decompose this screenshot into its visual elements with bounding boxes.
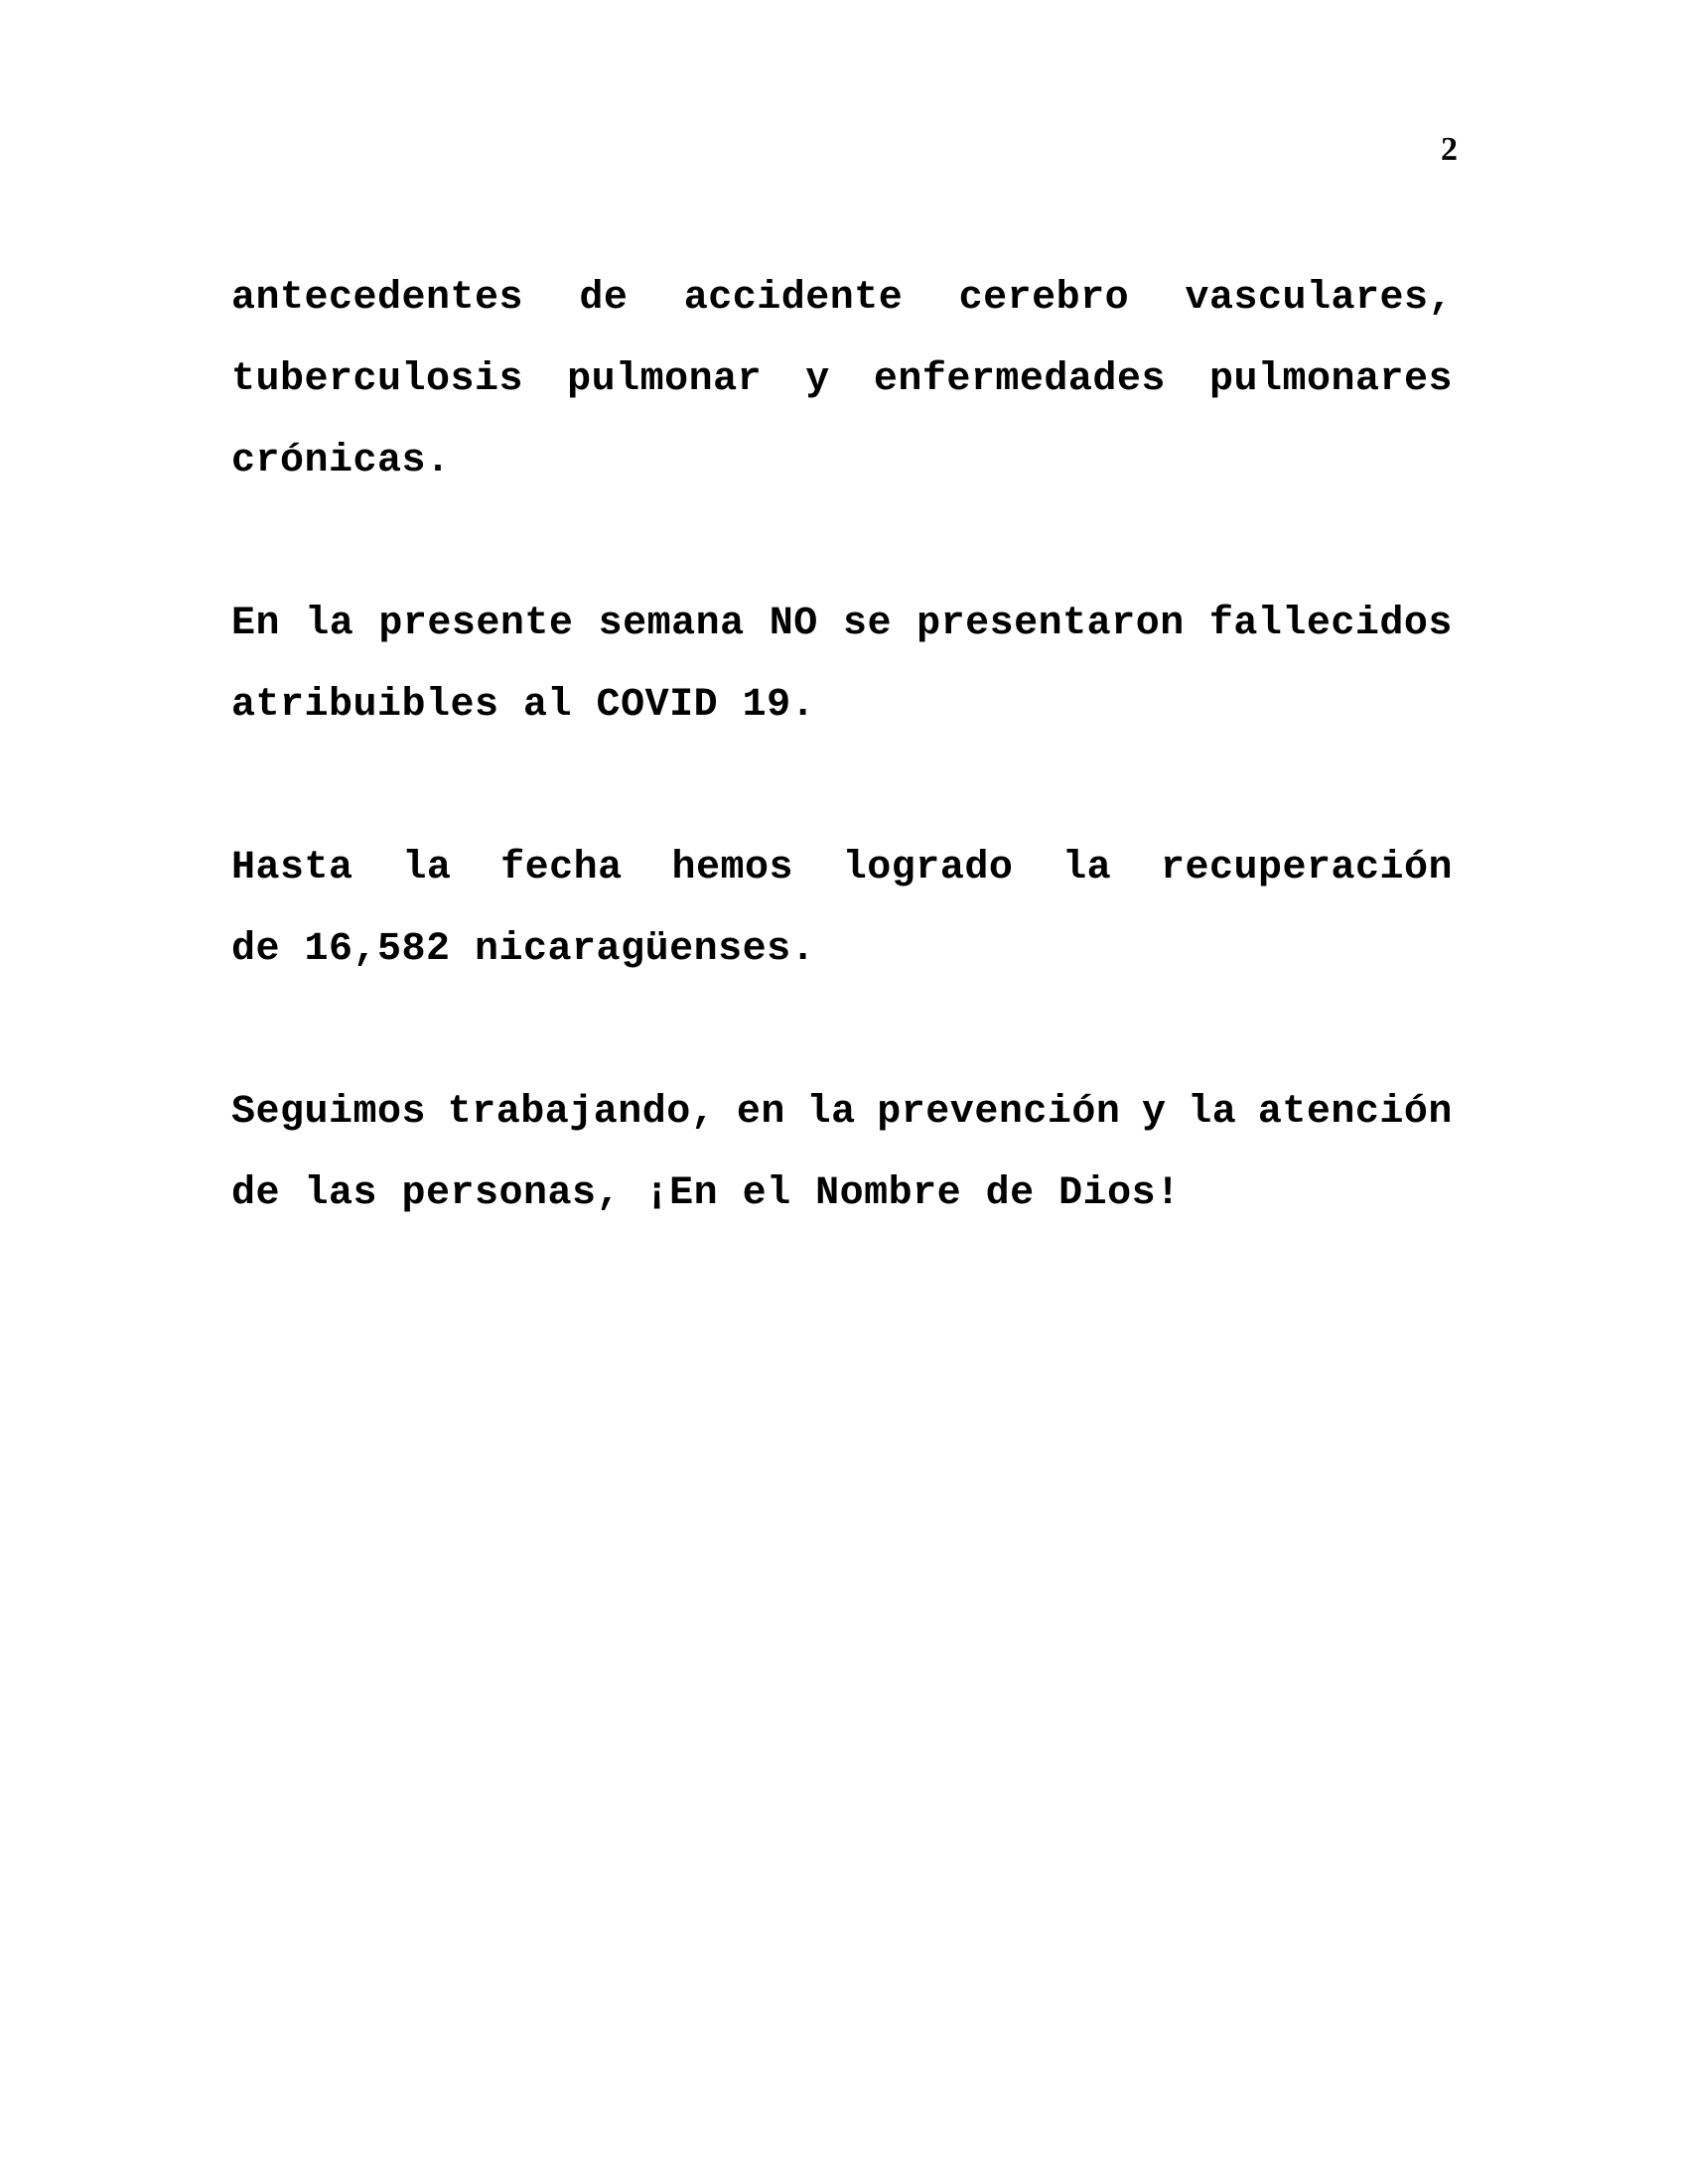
word: vasculares,: [1185, 276, 1453, 321]
word: enfermedades: [873, 357, 1166, 402]
text-line: de 16,582 nicaragüenses.: [231, 927, 816, 972]
word: antecedentes: [231, 276, 524, 321]
text-line: [231, 258, 1453, 340]
word: cerebro: [958, 276, 1130, 321]
word: pulmonar: [567, 357, 763, 402]
word: fallecidos: [1208, 602, 1453, 646]
word: pulmonares: [1208, 357, 1453, 402]
word: semana: [598, 602, 745, 646]
word: Seguimos: [231, 1090, 427, 1135]
word: presente: [378, 602, 574, 646]
word: atención: [1257, 1090, 1453, 1135]
text-line: [231, 828, 1453, 909]
paragraph-comorbidities: [231, 258, 1453, 502]
word: se: [842, 602, 892, 646]
word: la: [305, 602, 354, 646]
word: accidente: [683, 276, 904, 321]
word: y: [805, 357, 830, 402]
word: trabajando,: [447, 1090, 716, 1135]
word: la: [402, 846, 452, 890]
paragraph-closing: [231, 1072, 1453, 1235]
word: fecha: [500, 846, 623, 890]
word: logrado: [842, 846, 1014, 890]
word: Hasta: [231, 846, 353, 890]
word: la: [806, 1090, 856, 1135]
word: de: [579, 276, 629, 321]
word: la: [1062, 846, 1112, 890]
word: presentaron: [916, 602, 1185, 646]
word: NO: [769, 602, 818, 646]
word: la: [1188, 1090, 1237, 1135]
text-line: crónicas.: [231, 439, 451, 483]
text-line: [231, 1072, 1453, 1154]
text-line: [231, 584, 1453, 665]
paragraph-deaths: [231, 584, 1453, 747]
word: hemos: [671, 846, 793, 890]
paragraph-recoveries: [231, 828, 1453, 991]
word: prevención: [877, 1090, 1121, 1135]
word: en: [736, 1090, 785, 1135]
word: tuberculosis: [231, 357, 524, 402]
text-line: de las personas, ¡En el Nombre de Dios!: [231, 1171, 1181, 1216]
word: recuperación: [1160, 846, 1453, 890]
word: y: [1142, 1090, 1167, 1135]
text-line: atribuibles al COVID 19.: [231, 683, 816, 728]
page-number: 2: [1441, 131, 1458, 168]
word: En: [231, 602, 281, 646]
text-line: [231, 340, 1453, 421]
document-body: [231, 258, 1453, 1316]
